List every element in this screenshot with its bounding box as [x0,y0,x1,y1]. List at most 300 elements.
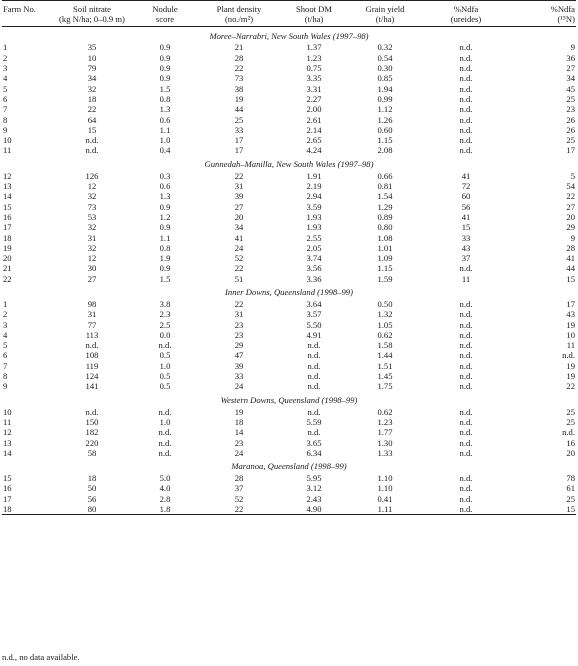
column-header-line: (ureides) [450,14,482,25]
table-cell: 4.0 [159,483,171,494]
table-cell: 28 [566,242,575,253]
table-cell: 52 [234,253,244,264]
column-header-line: %Ndfa [550,4,575,14]
table-cell: n.d. [459,416,473,427]
table-cell: 1.9 [159,253,171,264]
table-cell: 18 [3,232,12,243]
table-cell: 3.57 [306,309,322,320]
table-cell: n.d. [307,427,321,438]
table-row [2,212,576,222]
table-cell: 31 [87,309,97,320]
table-cell: 11 [3,416,12,427]
table-cell: 9 [570,42,575,53]
table-cell: n.d. [459,145,473,156]
table-cell: 3.8 [159,298,171,309]
table-cell: 13 [3,181,12,192]
table-cell: n.d. [459,83,473,94]
table-row [2,181,576,191]
table-cell: 22 [3,273,12,284]
table-cell: 0.6 [159,114,171,125]
table-cell: 1.15 [377,263,393,274]
section-header-row [2,27,576,43]
table-cell: 0.9 [159,63,171,74]
table-cell: 2.8 [159,493,171,504]
table-cell: n.d. [459,427,473,438]
table-cell: n.d. [459,114,473,125]
table-cell: 19 [566,319,575,330]
table-cell: 30 [87,263,97,274]
table-row [2,309,576,319]
table-cell: 23 [566,104,575,115]
table-cell: 7 [3,360,8,371]
table-cell: 1.1 [159,124,171,135]
table-cell: 1.23 [306,52,322,63]
table-cell: 15 [3,201,12,212]
table-cell: 32 [87,222,97,233]
table-cell: 10 [3,135,12,146]
table-row [2,114,576,124]
table-cell: 5 [3,83,8,94]
table-row [2,371,576,381]
table-cell: 43 [461,242,471,253]
column-header [132,1,198,27]
column-header-line: %Ndfa [453,4,479,14]
table-row [2,483,576,493]
table-cell: 45 [566,83,575,94]
table-cell: 1.26 [377,114,393,125]
table-cell: 56 [461,201,471,212]
table-cell: 2.65 [306,135,322,146]
table-cell: 0.3 [159,170,171,181]
table-cell: 27 [566,63,575,74]
table-cell: n.d. [459,493,473,504]
table-cell: 3 [3,63,8,74]
table-row [2,504,576,515]
table-cell: 2.43 [306,493,322,504]
table-cell: 220 [85,437,99,448]
table-cell: 25 [566,93,575,104]
table-row [2,53,576,63]
table-cell: 28 [234,473,244,484]
table-row [2,320,576,330]
table-cell: 23 [234,319,244,330]
table-cell: 1.54 [377,191,393,202]
table-cell: n.d. [158,437,172,448]
table-cell: 4 [3,73,8,84]
column-header-line: (¹⁵N) [557,14,575,25]
table-cell: 23 [234,329,244,340]
table-cell: 24 [234,242,244,253]
table-cell: 0.54 [377,52,393,63]
table-cell: 27 [87,273,97,284]
table-cell: n.d. [459,124,473,135]
table-cell: n.d. [562,350,575,361]
table-cell: 21 [3,263,12,274]
table-cell: 16 [3,483,12,494]
table-cell: 29 [566,222,575,233]
table-cell: 0.9 [159,263,171,274]
table-cell: 1.2 [159,211,171,222]
table-cell: 1.09 [377,253,393,264]
table-cell: 0.41 [377,493,393,504]
table-cell: 3.36 [306,273,322,284]
table-cell: 12 [3,427,12,438]
table-cell: 39 [234,191,244,202]
table-cell: 43 [566,309,575,320]
table-cell: 0.5 [159,371,171,382]
table-cell: 17 [234,145,244,156]
table-cell: 1.30 [377,437,393,448]
table-cell: n.d. [459,350,473,361]
table-cell: 41 [461,170,471,181]
column-header-line: (t/ha) [304,14,324,25]
table-cell: 11 [461,273,471,284]
table-row [2,340,576,350]
table-cell: 6 [3,93,8,104]
column-header-line: (no./m²) [224,14,254,25]
table-row [2,243,576,253]
table-cell: 25 [566,135,575,146]
table-cell: 2.5 [159,319,171,330]
table-cell: 22 [234,263,244,274]
section-title: Maranoa, Queensland (1998–99) [231,461,347,472]
table-cell: 21 [234,42,244,53]
table-cell: n.d. [459,340,473,351]
table-cell: 14 [234,427,244,438]
table-cell: 31 [234,181,244,192]
table-cell: 10 [3,406,12,417]
table-cell: 25 [566,493,575,504]
table-cell: n.d. [459,473,473,484]
column-header [510,1,576,27]
table-row [2,73,576,83]
table-row [2,494,576,504]
table-cell: 24 [234,447,244,458]
table-cell: n.d. [459,298,473,309]
table-cell: 19 [566,360,575,371]
table-cell: 22 [234,170,244,181]
table-cell: n.d. [158,427,172,438]
table-cell: 0.89 [377,211,393,222]
table-body [2,27,576,515]
table-cell: 0.9 [159,52,171,63]
table-row [2,94,576,104]
table-cell: 4.91 [306,329,322,340]
table-cell: 34 [234,222,244,233]
table-cell: 22 [234,298,244,309]
table-cell: 11 [566,340,575,351]
table-cell: 22 [198,504,280,515]
table-cell: 12 [87,181,97,192]
table-cell: 1.8 [132,504,198,515]
table-cell: 22 [566,191,575,202]
table-cell: 1.1 [159,232,171,243]
table-cell: 25 [234,114,244,125]
table-cell: 56 [87,493,97,504]
table-cell: 77 [87,319,97,330]
table-cell: 0.9 [159,222,171,233]
table-row [2,145,576,155]
table-cell: 18 [87,93,97,104]
table-cell: n.d. [459,437,473,448]
table-cell: 31 [87,232,97,243]
table-cell: n.d. [158,447,172,458]
table-cell: 2.94 [306,191,322,202]
table-cell: 0.85 [377,73,393,84]
table-cell: 1.10 [377,483,393,494]
table-cell: 15 [461,222,471,233]
table-header [2,1,576,27]
column-header-line: Soil nitrate [73,4,111,14]
table-cell: 6 [3,350,8,361]
table-cell: n.d. [459,63,473,74]
table-row [2,84,576,94]
column-header-line: Plant density [216,4,262,14]
data-table [2,0,576,515]
table-cell: 24 [234,381,244,392]
table-cell: n.d. [459,381,473,392]
table-cell: 5 [570,170,575,181]
table-cell: 51 [234,273,244,284]
table-cell: 1.37 [306,42,322,53]
table-cell: 5.59 [306,416,322,427]
table-cell: n.d. [459,42,473,53]
column-header-line: score [155,14,175,25]
table-cell: 1.3 [159,191,171,202]
table-cell: 1.0 [159,360,171,371]
table-cell: 0.81 [377,181,393,192]
table-cell: n.d. [459,406,473,417]
table-row [2,330,576,340]
table-cell: 2.05 [306,242,322,253]
table-cell: 8 [3,371,8,382]
table-cell: 0.80 [377,222,393,233]
table-cell: 1.59 [377,273,393,284]
table-cell: n.d. [85,406,99,417]
table-cell: 17 [3,222,12,233]
table-cell: 141 [85,381,99,392]
table-cell: 1.0 [159,135,171,146]
table-row [2,171,576,181]
table-cell: 54 [566,181,575,192]
column-header-line: (kg N/ha; 0–0.9 m) [59,14,125,25]
table-cell: 3.65 [306,437,322,448]
table-cell: n.d. [158,406,172,417]
table-cell: 17 [566,298,575,309]
table-row [2,448,576,458]
table-cell: 22 [566,381,575,392]
table-cell: n.d. [85,145,99,156]
table-cell: 20 [234,211,244,222]
table-cell: 0.5 [159,381,171,392]
table-cell: n.d. [307,350,321,361]
table-cell: 15 [566,273,575,284]
table-cell: 25 [566,416,575,427]
table-cell: n.d. [459,73,473,84]
table-cell: n.d. [422,504,510,515]
column-header [348,1,422,27]
table-cell: n.d. [459,263,473,274]
table-cell: 1.11 [348,504,422,515]
table-cell: n.d. [307,340,321,351]
table-cell: 3.12 [306,483,322,494]
table-cell: 1.94 [377,83,393,94]
table-cell: 23 [234,437,244,448]
table-cell: 18 [2,504,52,515]
table-cell: 11 [3,145,12,156]
table-cell: 79 [87,63,97,74]
table-cell: 20 [566,211,575,222]
table-cell: 41 [566,253,575,264]
table-cell: 0.9 [159,73,171,84]
table-cell: 0.50 [377,298,393,309]
table-row [2,381,576,391]
column-header [198,1,280,27]
column-header-line: Nodule [152,4,178,14]
table-cell: 0.75 [306,63,322,74]
table-cell: 61 [566,483,575,494]
table-cell: n.d. [459,309,473,320]
table-cell: 22 [87,104,97,115]
table-cell: 2.14 [306,124,322,135]
table-cell: 50 [87,483,97,494]
table-cell: 37 [461,253,471,264]
table-cell: 2.61 [306,114,322,125]
table-row [2,135,576,145]
table-cell: 47 [234,350,244,361]
section-header-row [2,284,576,299]
section-header-row [2,392,576,407]
table-cell: 1.10 [377,473,393,484]
table-row [2,473,576,483]
table-cell: 16 [3,211,12,222]
table-cell: 9 [570,232,575,243]
table-cell: 1.23 [377,416,393,427]
table-cell: n.d. [459,360,473,371]
table-cell: n.d. [459,483,473,494]
table-cell: 126 [85,170,99,181]
table-cell: 27 [234,201,244,212]
column-header [52,1,132,27]
table-cell: 58 [87,447,97,458]
table-cell: 3.35 [306,73,322,84]
table-cell: 119 [85,360,99,371]
table-cell: 2.55 [306,232,322,243]
table-cell: 124 [85,371,99,382]
table-cell: 14 [3,447,12,458]
table-cell: 3.74 [306,253,322,264]
table-cell: 18 [234,416,244,427]
table-row [2,407,576,417]
table-cell: 12 [87,253,97,264]
table-cell: 0.60 [377,124,393,135]
table-cell: 0.0 [159,329,171,340]
table-cell: 15 [87,124,97,135]
table-cell: 19 [234,93,244,104]
column-header-line: (t/ha) [375,14,395,25]
table-cell: 0.99 [377,93,393,104]
table-cell: 0.4 [159,145,171,156]
table-cell: 0.6 [159,181,171,192]
table-cell: 60 [461,191,471,202]
table-cell: 52 [234,493,244,504]
table-cell: n.d. [158,340,172,351]
table-row [2,104,576,114]
column-header [2,1,52,27]
table-cell: 0.8 [159,242,171,253]
table-cell: 2 [3,52,8,63]
table-cell: 20 [3,253,12,264]
table-cell: 37 [234,483,244,494]
table-cell: 1.33 [377,447,393,458]
table-cell: 0.9 [159,42,171,53]
table-row [2,202,576,212]
table-cell: 15 [3,473,12,484]
table-cell: 150 [85,416,99,427]
table-cell: 44 [234,104,244,115]
table-cell: 4.24 [306,145,322,156]
table-cell: n.d. [459,329,473,340]
table-row [2,417,576,427]
section-title: Western Downs, Queensland (1998–99) [220,395,358,405]
section-title: Gunnedah–Manilla, New South Wales (1997–98) [204,159,374,170]
table-cell: 1.58 [377,340,393,351]
table-cell: 80 [52,504,132,515]
section-title: Moree–Narrabri, New South Wales (1997–98) [209,30,369,41]
table-cell: 1.15 [377,135,393,146]
table-row [2,232,576,242]
table-cell: 32 [87,83,97,94]
table-cell: 17 [234,135,244,146]
table-cell: 1.44 [377,350,393,361]
table-cell: 0.9 [159,201,171,212]
table-cell: 16 [566,437,575,448]
table-row [2,222,576,232]
footnote: n.d., no data available. [2,652,80,662]
table-cell: 7 [3,104,8,115]
table-cell: 32 [87,242,97,253]
table-cell: 5.50 [306,319,322,330]
column-header-line: Shoot DM [295,4,333,14]
table-cell: 31 [234,309,244,320]
table-cell: 4.90 [280,504,348,515]
table-cell: 0.30 [377,63,393,74]
table-row [2,274,576,284]
table-cell: 3.64 [306,298,322,309]
table-cell: n.d. [459,104,473,115]
table-cell: 64 [87,114,97,125]
table-cell: 1.93 [306,211,322,222]
table-cell: 4 [3,329,8,340]
table-row [2,299,576,309]
section-title: Inner Downs, Queensland (1998–99) [225,287,353,298]
table-cell: 3.56 [306,263,322,274]
table-cell: n.d. [459,135,473,146]
table-cell: 35 [87,42,97,53]
table-row [2,191,576,201]
table-cell: 1 [3,298,8,309]
table-cell: 3 [3,319,8,330]
table-row [2,350,576,360]
table-row [2,42,576,52]
table-cell: 72 [461,181,471,192]
table-cell: 5 [3,340,8,351]
table-cell: 29 [234,340,244,351]
table-row [2,361,576,371]
table-cell: 17 [3,493,12,504]
column-header-line: Grain yield [365,4,405,14]
table-cell: 17 [566,145,575,156]
